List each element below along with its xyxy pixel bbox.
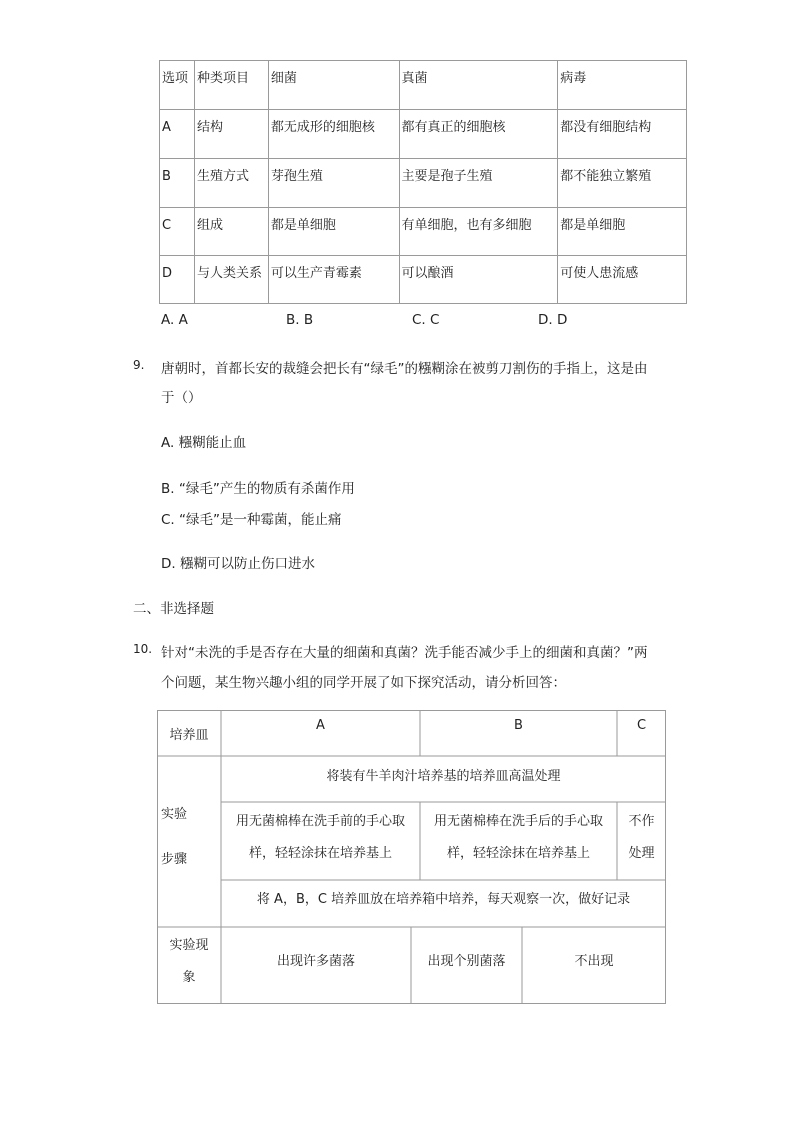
table-row bbox=[160, 256, 687, 304]
table-cell: A bbox=[160, 110, 195, 159]
table-header-cell: 真菌 bbox=[399, 61, 558, 110]
section-heading: 二、非选择题 bbox=[133, 601, 214, 617]
experiment-table bbox=[157, 710, 666, 1004]
step2-a-line1: 用无菌棉棒在洗手前的手心取 bbox=[235, 814, 405, 829]
table-cell: 与人类关系 bbox=[194, 256, 268, 304]
obs-a: 出现许多菌落 bbox=[276, 954, 355, 969]
step3-text: 将 A，B，C 培养皿放在培养箱中培养，每天观察一次，做好记录 bbox=[256, 892, 631, 907]
q9-option-c: C. “绿毛”是一种霉菌，能止痛 bbox=[161, 512, 342, 528]
obs-label-line1: 实验现 bbox=[169, 938, 209, 953]
q9-option-d: D. 糨糊可以防止伤口进水 bbox=[161, 556, 315, 572]
table-cell: C bbox=[160, 208, 195, 256]
q8-option-d: D. D bbox=[538, 312, 568, 328]
q10-stem-line2: 个问题，某生物兴趣小组的同学开展了如下探究活动，请分析回答： bbox=[161, 675, 566, 691]
question-number: 9. bbox=[133, 358, 145, 372]
step-label-line2: 步骤 bbox=[161, 852, 188, 867]
q8-option-b: B. B bbox=[286, 312, 314, 328]
dish-label: 培养皿 bbox=[169, 728, 209, 743]
obs-label-line2: 象 bbox=[182, 970, 196, 985]
col-a-header: A bbox=[316, 718, 325, 733]
table-cell: 都是单细胞 bbox=[558, 208, 687, 256]
table-header-cell: 病毒 bbox=[558, 61, 687, 110]
table-cell: 都没有细胞结构 bbox=[558, 110, 687, 159]
q9-stem-line2: 于（） bbox=[161, 390, 202, 406]
table-cell: 芽孢生殖 bbox=[268, 159, 399, 208]
table-header-cell: 选项 bbox=[160, 61, 195, 110]
q8-option-c: C. C bbox=[412, 312, 440, 328]
q9-option-a: A. 糨糊能止血 bbox=[161, 435, 247, 451]
table-header-cell: 种类项目 bbox=[194, 61, 268, 110]
step-label-line1: 实验 bbox=[161, 807, 188, 822]
question-number: 10. bbox=[133, 642, 153, 656]
comparison-table bbox=[159, 60, 687, 304]
table-cell: 生殖方式 bbox=[194, 159, 268, 208]
step2-b-line2: 样，轻轻涂抹在培养基上 bbox=[446, 846, 590, 861]
step1-text: 将装有牛羊肉汁培养基的培养皿高温处理 bbox=[326, 769, 561, 784]
q8-option-a: A. A bbox=[161, 312, 188, 328]
table-cell: 都不能独立繁殖 bbox=[558, 159, 687, 208]
step2-a-line2: 样，轻轻涂抹在培养基上 bbox=[248, 846, 392, 861]
table-row bbox=[160, 208, 687, 256]
table-header-cell: 细菌 bbox=[268, 61, 399, 110]
table-cell: 组成 bbox=[194, 208, 268, 256]
table-row bbox=[160, 159, 687, 208]
step2-b-line1: 用无菌棉棒在洗手后的手心取 bbox=[433, 814, 603, 829]
col-b-header: B bbox=[514, 718, 523, 733]
table-cell: 都有真正的细胞核 bbox=[399, 110, 558, 159]
table-cell: 主要是孢子生殖 bbox=[399, 159, 558, 208]
table-cell: D bbox=[160, 256, 195, 304]
table-cell: 都是单细胞 bbox=[268, 208, 399, 256]
q9-option-b: B. “绿毛”产生的物质有杀菌作用 bbox=[161, 481, 355, 497]
col-c-header: C bbox=[636, 718, 647, 733]
step2-c-line2: 处理 bbox=[628, 846, 655, 861]
table-cell: 有单细胞，也有多细胞 bbox=[399, 208, 558, 256]
table-header-row bbox=[160, 61, 687, 110]
obs-b: 出现个别菌落 bbox=[427, 954, 506, 969]
table-cell: 可以生产青霉素 bbox=[268, 256, 399, 304]
q9-stem-line1: 唐朝时，首都长安的裁缝会把长有“绿毛”的糨糊涂在被剪刀割伤的手指上，这是由 bbox=[161, 361, 648, 377]
table-row bbox=[160, 110, 687, 159]
table-cell: 可使人患流感 bbox=[558, 256, 687, 304]
table-cell: 可以酿酒 bbox=[399, 256, 558, 304]
table-cell: 结构 bbox=[194, 110, 268, 159]
obs-c: 不出现 bbox=[574, 954, 614, 969]
step2-c-line1: 不作 bbox=[628, 814, 655, 829]
table-cell: 都无成形的细胞核 bbox=[268, 110, 399, 159]
q10-stem-line1: 针对“未洗的手是否存在大量的细菌和真菌？洗手能否减少手上的细菌和真菌？”两 bbox=[161, 645, 648, 661]
table-cell: B bbox=[160, 159, 195, 208]
